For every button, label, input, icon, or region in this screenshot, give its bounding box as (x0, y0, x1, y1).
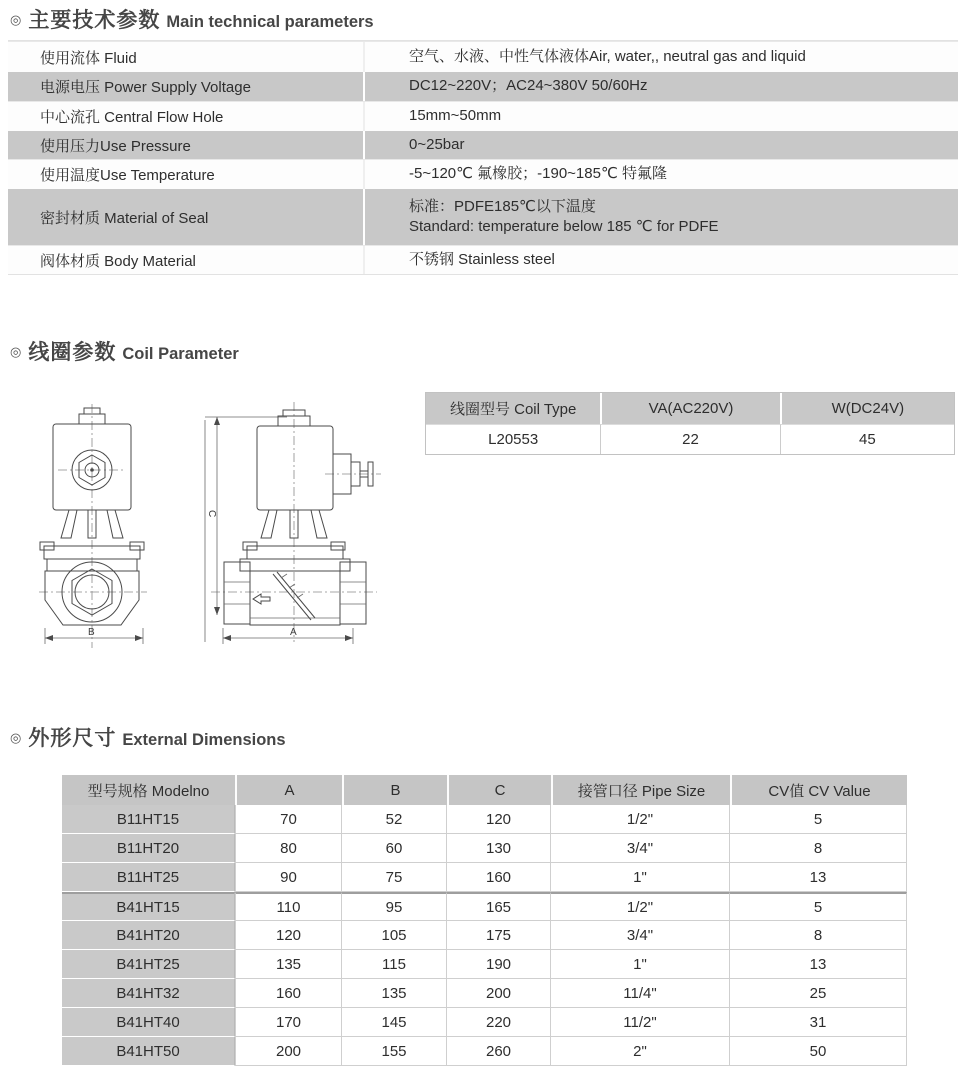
cell-model: B41HT32 (62, 979, 235, 1008)
cell-b: 75 (342, 863, 447, 892)
param-value (365, 42, 958, 72)
cell-cv-value: 8 (730, 834, 907, 863)
cell-b: 135 (342, 979, 447, 1008)
bullseye-icon: ◎ (10, 12, 22, 27)
cell-pipe-size: 11/4" (551, 979, 730, 1008)
bullseye-icon: ◎ (10, 730, 22, 745)
param-value (365, 102, 958, 131)
cell-pipe-size: 11/2" (551, 1008, 730, 1037)
param-label: 使用流体 Fluid (8, 42, 365, 72)
param-value (365, 160, 958, 189)
dim-label-b: B (88, 627, 95, 638)
cell-model: B41HT15 (62, 892, 235, 921)
table-row (62, 834, 907, 863)
cell-coil-type: L20553 (426, 424, 600, 454)
section-title-en: Coil Parameter (122, 345, 239, 363)
cell-b: 115 (342, 950, 447, 979)
dimensions-table (62, 775, 907, 1066)
column-header-c: C (447, 775, 551, 805)
valve-drawing-svg (25, 392, 395, 672)
tech-params-table (8, 40, 958, 275)
cell-b: 60 (342, 834, 447, 863)
coil-table-header-row (426, 393, 954, 424)
cell-pipe-size: 3/4" (551, 834, 730, 863)
cell-b: 145 (342, 1008, 447, 1037)
cell-a: 160 (235, 979, 342, 1008)
param-label: 中心流孔 Central Flow Hole (8, 102, 365, 131)
cell-a: 120 (235, 921, 342, 950)
section-title-en: Main technical parameters (166, 13, 374, 31)
cell-c: 260 (447, 1037, 551, 1066)
cell-c: 130 (447, 834, 551, 863)
table-row (62, 950, 907, 979)
cell-b: 105 (342, 921, 447, 950)
cell-cv-value: 50 (730, 1037, 907, 1066)
table-row (62, 1008, 907, 1037)
param-value-text: 空气、水液、中性气体液体Air, water,, neutral gas and liquid (409, 47, 806, 65)
table-row (8, 41, 958, 72)
cell-model: B41HT40 (62, 1008, 235, 1037)
cell-pipe-size: 1/2" (551, 892, 730, 921)
cell-model: B41HT50 (62, 1037, 235, 1066)
bullseye-icon: ◎ (10, 344, 22, 359)
dim-label-c: C (206, 510, 217, 518)
table-row (62, 805, 907, 834)
param-value (365, 72, 958, 101)
table-row (8, 131, 958, 159)
param-label: 密封材质 Material of Seal (8, 189, 365, 245)
cell-b: 155 (342, 1037, 447, 1066)
param-value-text: DC12~220V；AC24~380V 50/60Hz (409, 77, 648, 95)
column-header-w: W(DC24V) (780, 393, 954, 424)
cell-a: 90 (235, 863, 342, 892)
cell-b: 95 (342, 892, 447, 921)
cell-c: 190 (447, 950, 551, 979)
cell-a: 135 (235, 950, 342, 979)
section-title-zh: 线圈参数 (28, 341, 117, 364)
cell-pipe-size: 2" (551, 1037, 730, 1066)
table-row (8, 101, 958, 131)
section-title-en: External Dimensions (122, 731, 286, 749)
cell-a: 110 (235, 892, 342, 921)
table-row (8, 159, 958, 189)
table-row (8, 72, 958, 101)
cell-pipe-size: 1/2" (551, 805, 730, 834)
column-header-b: B (342, 775, 447, 805)
cell-pipe-size: 3/4" (551, 921, 730, 950)
cell-pipe-size: 1" (551, 950, 730, 979)
cell-model: B11HT15 (62, 805, 235, 834)
cell-c: 160 (447, 863, 551, 892)
cell-a: 70 (235, 805, 342, 834)
cell-a: 200 (235, 1037, 342, 1066)
param-value (365, 189, 958, 245)
cell-c: 220 (447, 1008, 551, 1037)
coil-table (425, 392, 955, 455)
column-header-a: A (235, 775, 342, 805)
cell-pipe-size: 1" (551, 863, 730, 892)
column-header-cv-value: CV值 CV Value (730, 775, 907, 805)
cell-model: B11HT20 (62, 834, 235, 863)
cell-cv-value: 25 (730, 979, 907, 1008)
section-title-zh: 主要技术参数 (28, 9, 161, 32)
param-value-text: 不锈钢 Stainless steel (409, 250, 555, 268)
cell-w: 45 (780, 424, 954, 454)
section-title-main-technical-parameters (10, 4, 374, 34)
cell-cv-value: 5 (730, 805, 907, 834)
table-row (62, 979, 907, 1008)
cell-cv-value: 13 (730, 950, 907, 979)
param-value (365, 246, 958, 274)
table-row (8, 245, 958, 274)
section-title-zh: 外形尺寸 (28, 727, 117, 750)
param-label: 使用压力Use Pressure (8, 131, 365, 159)
param-value-text: -5~120℃ 氟橡胶；-190~185℃ 特氟隆 (409, 165, 667, 183)
table-row (62, 921, 907, 950)
cell-c: 165 (447, 892, 551, 921)
column-header-pipe-size: 接管口径 Pipe Size (551, 775, 730, 805)
cell-cv-value: 31 (730, 1008, 907, 1037)
cell-model: B41HT25 (62, 950, 235, 979)
cell-va: 22 (600, 424, 779, 454)
cell-c: 120 (447, 805, 551, 834)
cell-cv-value: 8 (730, 921, 907, 950)
column-header-modelno: 型号规格 Modelno (62, 775, 235, 805)
section-title-external-dimensions (10, 722, 286, 752)
param-value-text: 0~25bar (409, 135, 465, 153)
param-label: 电源电压 Power Supply Voltage (8, 72, 365, 101)
cell-a: 80 (235, 834, 342, 863)
param-label: 使用温度Use Temperature (8, 160, 365, 189)
section-title-coil-parameter (10, 336, 239, 366)
table-row (8, 189, 958, 245)
cell-c: 200 (447, 979, 551, 1008)
param-label: 阀体材质 Body Material (8, 246, 365, 274)
dim-label-a: A (290, 627, 297, 638)
param-value-line1: 标准：PDFE185℃以下温度 (409, 197, 596, 215)
valve-side-view-drawing (205, 402, 381, 644)
coil-table-row (426, 424, 954, 454)
cell-model: B11HT25 (62, 863, 235, 892)
cell-a: 170 (235, 1008, 342, 1037)
table-row (62, 892, 907, 921)
cell-b: 52 (342, 805, 447, 834)
valve-front-view-drawing (39, 404, 147, 648)
column-header-va: VA(AC220V) (600, 393, 779, 424)
param-value-text: 15mm~50mm (409, 107, 502, 125)
table-row (62, 863, 907, 892)
column-header-coil-type: 线圈型号 Coil Type (426, 393, 600, 424)
dimensions-header-row (62, 775, 907, 805)
cell-cv-value: 5 (730, 892, 907, 921)
valve-technical-drawing (25, 392, 395, 672)
cell-c: 175 (447, 921, 551, 950)
param-value (365, 131, 958, 159)
cell-model: B41HT20 (62, 921, 235, 950)
param-value-line2: Standard: temperature below 185 ℃ for PDFE (409, 218, 719, 235)
table-row (62, 1037, 907, 1066)
cell-cv-value: 13 (730, 863, 907, 892)
